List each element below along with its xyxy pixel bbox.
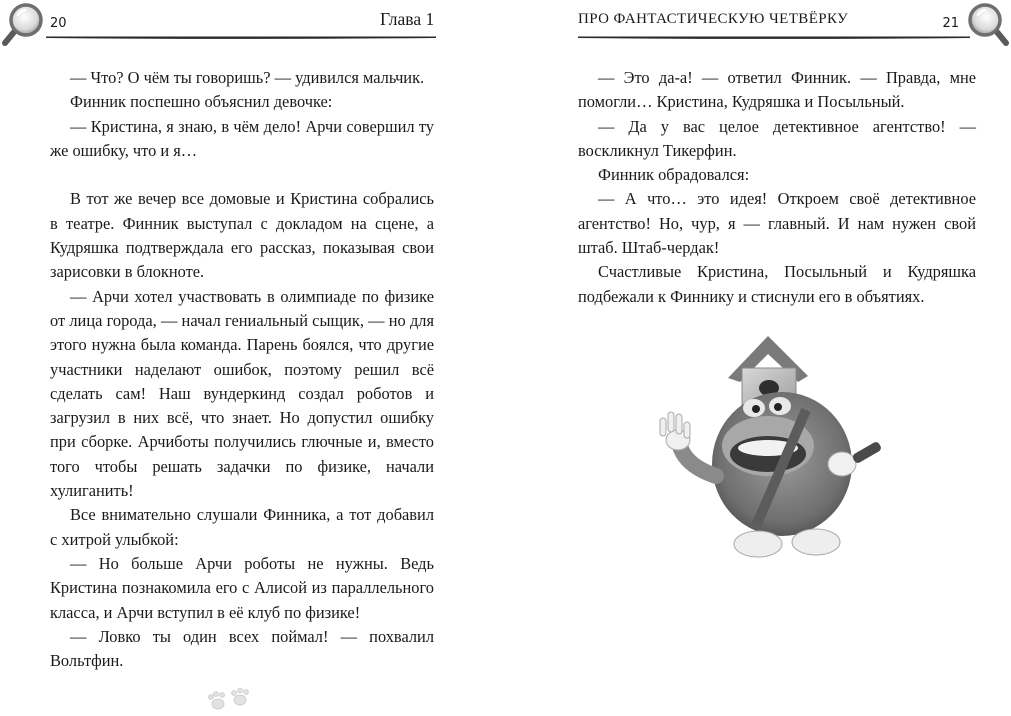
- body-text: [50, 66, 434, 673]
- header-rule: [578, 35, 970, 40]
- paragraph: — А что… это идея! Откроем своё детективное агентство! Но, чур, я — главный. И нам нужен свой штаб. Штаб-чердак!: [578, 189, 976, 258]
- page-number: 20: [50, 16, 67, 31]
- magnifying-glass-icon: [967, 2, 1009, 46]
- paragraph: — Что? О чём ты говоришь? — удивился мальчик.: [70, 68, 425, 87]
- paragraph: — Арчи хотел участвовать в олимпиаде по физике от лица города, — начал гениальный сыщик, — но для этого нужна была команда. Парень боялся, что другие участники наделают ошибок, поэтому решил всё сделать сам! Наш вундеркинд создал роботов и загрузил в них всё, что знает. Но допустил ошибку при сборке. Арчиботы получились глючные и, вместо того чтобы решать задачки по физике, начали хулиганить!: [50, 286, 434, 501]
- finnik-character-illustration: [656, 336, 896, 564]
- paragraph: — Но больше Арчи роботы не нужны. Ведь Кристина познакомила его с Алисой из параллельного класса, и Арчи вступил в её клуб по физике!: [50, 553, 434, 622]
- paragraph: — Да у вас целое детективное агентство! — воскликнул Тикерфин.: [578, 116, 976, 160]
- paragraph: — Это да-а! — ответил Финник. — Правда, мне помогли… Кристина, Кудряшка и Посыльный.: [578, 68, 976, 112]
- left-page: [0, 0, 505, 716]
- magnifying-glass-icon: [2, 2, 44, 46]
- paragraph: Все внимательно слушали Финника, а тот добавил с хитрой улыбкой:: [50, 505, 434, 549]
- paragraph: — Кристина, я знаю, в чём дело! Арчи совершил ту же ошибку, что и я…: [50, 116, 434, 160]
- paragraph: Счастливые Кристина, Посыльный и Кудряшка подбежали к Финнику и стиснули его в объятиях.: [578, 262, 976, 306]
- paw-prints-icon: [204, 686, 256, 714]
- paragraph: Финник обрадовался:: [598, 165, 750, 185]
- paragraph: Финник поспешно объяснил девочке:: [70, 92, 333, 112]
- paragraph: В тот же вечер все домовые и Кристина собрались в театре. Финник выступал с докладом на сцене, а Кудряшка подтверждала его рассказ, показывая свои зарисовки в блокноте.: [50, 189, 434, 282]
- running-head: Глава 1: [380, 9, 435, 29]
- page-number: 21: [942, 16, 959, 31]
- body-text: [578, 66, 976, 309]
- right-page: [506, 0, 1011, 716]
- header-rule: [46, 35, 436, 40]
- paragraph: — Ловко ты один всех поймал! — похвалил Вольтфин.: [50, 626, 434, 671]
- running-head: ПРО ФАНТАСТИЧЕСКУЮ ЧЕТВЁРКУ: [578, 11, 849, 27]
